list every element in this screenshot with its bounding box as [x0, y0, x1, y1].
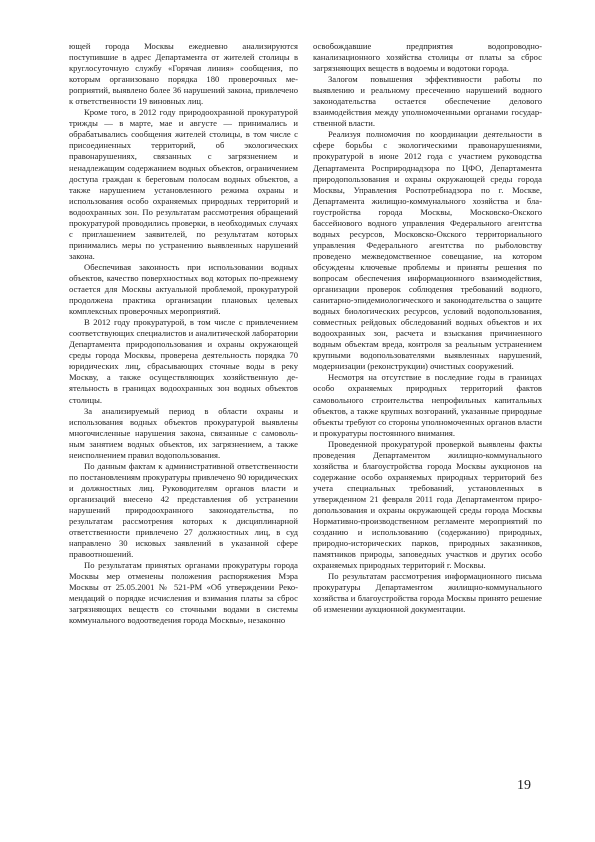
paragraph: Реализуя полномочия по координации деятельности в сфере борьбы с экологическими правонарушениями, прокуратурой в июне 2012 года с участием руководства Департамента Росприроднадзора по ЦФО, Департамента природопользования и охраны окружающей среды города Москвы, Управления Роспотребнадзора по г. Москве, Департамента жилищно-коммунального хозяйства и благоустройства города Москвы, Московско-Окского бассейнового водного управления Федерального агентства водных ресурсов, Московско-Окского территориального управления Федерального агентства по рыболовству проведено межведомственное совещание, на котором обсуждены ключевые проблемы и приняты решения по вопросам обеспечения информационного взаимодействия, организации проверок соблюдения требований водного, санитарно-эпидемиологического и законодательства о защите водных биологических ресурсов, условий водопользования, совместных рейдовых обследований водных объектов и их водоохранных зон, расчета и взыскания причиненного водным объектам вреда, контроля за реальным устранением крупными водопользователями выявленных нарушений, модернизации (реконструкции) очистных сооружений. — [313, 129, 542, 372]
paragraph: По результатам принятых органами прокуратуры города Москвы мер отменены положения распоряжения Мэра Москвы от 25.05.2001 № 521-РМ «Об утверждении Рекомендаций о порядке исчисления и взимания платы за сброс загрязняющих веществ со сточными водами в системы коммунального водоотведения города Москвы», незаконно — [69, 560, 298, 626]
right-text-column — [313, 41, 542, 615]
page-number: 19 — [517, 778, 531, 793]
paragraph: ющей города Москвы ежедневно анализируются поступившие в адрес Департамента от жителей столицы в круглосуточную службу «Горячая линия» сообщения, по которым организовано порядка 180 проверочных мероприятий, выявлено более 36 нарушений закона, привлечено к ответственности 19 виновных лиц. — [69, 41, 298, 107]
paragraph: Кроме того, в 2012 году природоохранной прокуратурой трижды — в марте, мае и августе — принимались и обрабатывались сообщения жителей столицы, в том числе с присоединенных территорий, об экологических правонарушениях, связанных с загрязнением и ненадлежащим содержанием водных объектов, ограничением доступа граждан к береговым полосам водных объектов, а также нарушением установленного режима охраны и использования особо охраняемых природных территорий и водоохранных зон. По результатам рассмотрения обращений прокуратурой проводились проверки, в необходимых случаях с приглашением заявителей, по результатам которых принимались меры по устранению выявленных нарушений закона. — [69, 107, 298, 261]
paragraph: освобождавшие предприятия водопроводно-канализационного хозяйства столицы от платы за сброс загрязняющих веществ в водоемы и водотоки города. — [313, 41, 542, 74]
paragraph: За анализируемый период в области охраны и использования водных объектов прокуратурой выявлены многочисленные нарушения закона, связанные с самовольным занятием водных объектов, их загрязнением, а также неисполнением правил водопользования. — [69, 405, 298, 460]
paragraph: Проведенной прокуратурой проверкой выявлены факты проведения Департаментом жилищно-коммунального хозяйства и благоустройства города Москвы аукционов на содержание особо охраняемых природных территорий без учета специальных требований, установленных в утвержденном 21 февраля 2011 года Департаментом природопользования и охраны окружающей среды города Москвы Нормативно-производственном регламенте мероприятий по созданию и использованию (содержанию) природных, природно-исторических парков, природных заказников, памятников природы, заповедных участков и других особо охраняемых природных территорий г. Москвы. — [313, 438, 542, 571]
paragraph: В 2012 году прокуратурой, в том числе с привлечением соответствующих специалистов и аналитической лаборатории Департамента природопользования и охраны окружающей среды города Москвы, проверена деятельность порядка 70 юридических лиц, сбрасывающих сточные воды в реку Москву, а также осуществляющих хозяйственную деятельность в границах водоохранных зон водных объектов столицы. — [69, 317, 298, 405]
paragraph: Несмотря на отсутствие в последние годы в границах особо охраняемых природных территорий фактов самовольного строительства непрофильных капитальных объектов, а также крупных возгораний, указанные природные объекты требуют со стороны уполномоченных органов власти и прокуратуры постоянного внимания. — [313, 372, 542, 438]
paragraph: Обеспечивая законность при использовании водных объектов, качество поверхностных вод которых по-прежнему остается для Москвы актуальной проблемой, прокуратурой продолжена практика организации плановых целевых комплексных проверочных мероприятий. — [69, 261, 298, 317]
paragraph: Залогом повышения эффективности работы по выявлению и реальному пресечению нарушений водного законодательства остается обеспечение делового взаимодействия между уполномоченными органами государственной власти. — [313, 74, 542, 129]
left-text-column — [69, 41, 298, 626]
paragraph: По результатам рассмотрения информационного письма прокуратуры Департаментом жилищно-коммунального хозяйства и благоустройства города Москвы принято решение об изменении аукционной документации. — [313, 571, 542, 615]
paragraph: По данным фактам к административной ответственности по постановлениям прокуратуры привлечено 90 юридических и должностных лиц. Руководителям органов власти и организаций внесено 42 представления об устранении нарушений природоохранного законодательства, по результатам рассмотрения которых к дисциплинарной ответственности привлечено 27 должностных лиц, в суд направлено 30 исковых заявлений в указанной сфере правоотношений. — [69, 460, 298, 560]
